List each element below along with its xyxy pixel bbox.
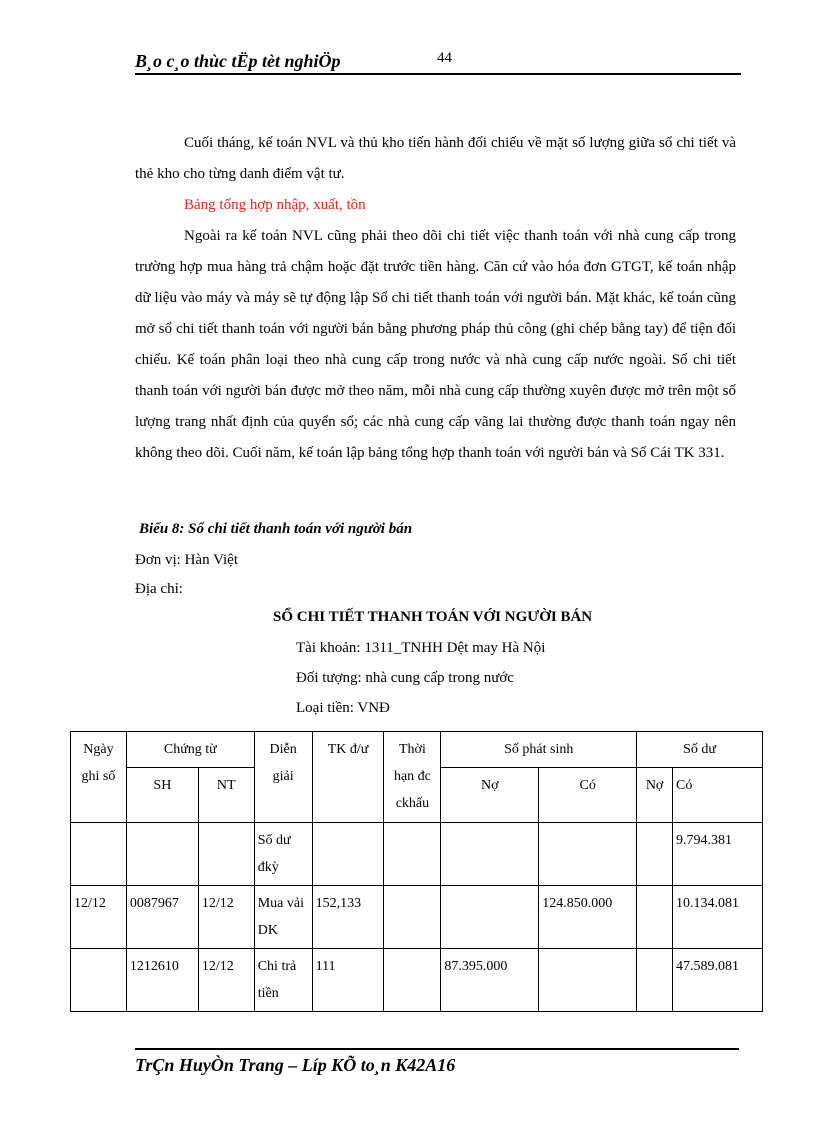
cell-term: [384, 823, 441, 886]
header-term: Thời hạn đc ckhấu: [384, 732, 441, 823]
header-date: Ngày ghi sổ: [71, 732, 127, 823]
cell-nt: [198, 823, 254, 886]
object-line: Đối tượng: nhà cung cấp trong nước: [296, 670, 514, 686]
header-credit: Có: [539, 768, 637, 823]
cell-nt: 12/12: [198, 949, 254, 1012]
header-balance-credit: Có: [673, 768, 763, 823]
cell-date: 12/12: [71, 886, 127, 949]
cell-balance-credit: 9.794.381: [673, 823, 763, 886]
header-description: Diễn giải: [254, 732, 312, 823]
body-text: [135, 128, 736, 469]
cell-date: [71, 949, 127, 1012]
table-row: [71, 886, 763, 949]
address-label: Địa chỉ:: [135, 581, 183, 597]
header-nt: NT: [198, 768, 254, 823]
cell-balance-credit: 47.589.081: [673, 949, 763, 1012]
cell-debit: [441, 823, 539, 886]
cell-contra: 152,133: [312, 886, 384, 949]
cell-balance-credit: 10.134.081: [673, 886, 763, 949]
section-heading-red: Bảng tổng hợp nhập, xuất, tồn: [184, 197, 366, 213]
header-debit: Nợ: [441, 768, 539, 823]
cell-contra: 111: [312, 949, 384, 1012]
page-number: 44: [437, 50, 452, 66]
cell-debit: [441, 886, 539, 949]
cell-contra: [312, 823, 384, 886]
paragraph-supplier-payment: Ngoài ra kế toán NVL cũng phải theo dõi chi tiết việc thanh toán với nhà cung cấp trong trường hợp mua hàng trả chậm hoặc đặt trước tiền hàng. Căn cứ vào hóa đơn GTGT, kế toán nhập dữ liệu vào máy và máy sẽ tự động lập Sổ chi tiết thanh toán với người bán. Mặt khác, kế toán cũng mở sổ chi tiết thanh toán với người bán bằng phương pháp thủ công (ghi chép bằng tay) để tiện đối chiếu. Kế toán phân loại theo nhà cung cấp trong nước và nhà cung cấp nước ngoài. Sổ chi tiết thanh toán với người bán được mở theo năm, mỗi nhà cung cấp thường xuyên được mở trên một số lượng trang nhất định của quyển sổ; các nhà cung cấp vãng lai thường được thanh toán ngay nên không theo dõi. Cuối năm, kế toán lập bảng tổng hợp thanh toán với người bán và Sổ Cái TK 331.: [135, 228, 736, 461]
header-balance: Số dư: [637, 732, 763, 768]
cell-balance-debit: [637, 823, 673, 886]
cell-credit: [539, 949, 637, 1012]
table-header-row: [71, 732, 763, 768]
table-row: [71, 949, 763, 1012]
cell-term: [384, 886, 441, 949]
cell-description: Số dư đkỳ: [254, 823, 312, 886]
cell-sh: [126, 823, 198, 886]
cell-description: Chi trả tiền: [254, 949, 312, 1012]
footer-divider: [135, 1048, 739, 1050]
currency-line: Loại tiền: VNĐ: [296, 700, 390, 716]
header-voucher: Chứng từ: [126, 732, 254, 768]
cell-credit: [539, 823, 637, 886]
header-balance-debit: Nợ: [637, 768, 673, 823]
cell-balance-debit: [637, 949, 673, 1012]
header-divider: [135, 73, 741, 75]
account-line: Tài khoản: 1311_TNHH Dệt may Hà Nội: [296, 640, 546, 656]
ledger-title: SỔ CHI TIẾT THANH TOÁN VỚI NGƯỜI BÁN: [273, 609, 593, 625]
footer-author: TrÇn HuyÒn Trang – Líp KÕ to¸n K42A16: [135, 1055, 456, 1075]
paragraph-reconciliation: Cuối tháng, kế toán NVL và thủ kho tiến hành đối chiếu về mặt số lượng giữa sổ chi tiết và thẻ kho cho từng danh điểm vật tư.: [135, 135, 736, 182]
report-header-title: B¸o c¸o thùc tËp tèt nghiÖp: [135, 51, 341, 71]
cell-term: [384, 949, 441, 1012]
header-sh: SH: [126, 768, 198, 823]
header-contra-account: TK đ/ư: [312, 732, 384, 823]
cell-credit: 124.850.000: [539, 886, 637, 949]
cell-date: [71, 823, 127, 886]
ledger-table: [70, 731, 763, 1012]
cell-sh: 0087967: [126, 886, 198, 949]
cell-sh: 1212610: [126, 949, 198, 1012]
cell-debit: 87.395.000: [441, 949, 539, 1012]
unit-label: Đơn vị: Hàn Việt: [135, 552, 238, 568]
cell-balance-debit: [637, 886, 673, 949]
header-arising: Số phát sinh: [441, 732, 637, 768]
exhibit-caption: Biểu 8: Sổ chi tiết thanh toán với người bán: [139, 521, 413, 537]
cell-nt: 12/12: [198, 886, 254, 949]
cell-description: Mua vải DK: [254, 886, 312, 949]
table-row: [71, 823, 763, 886]
